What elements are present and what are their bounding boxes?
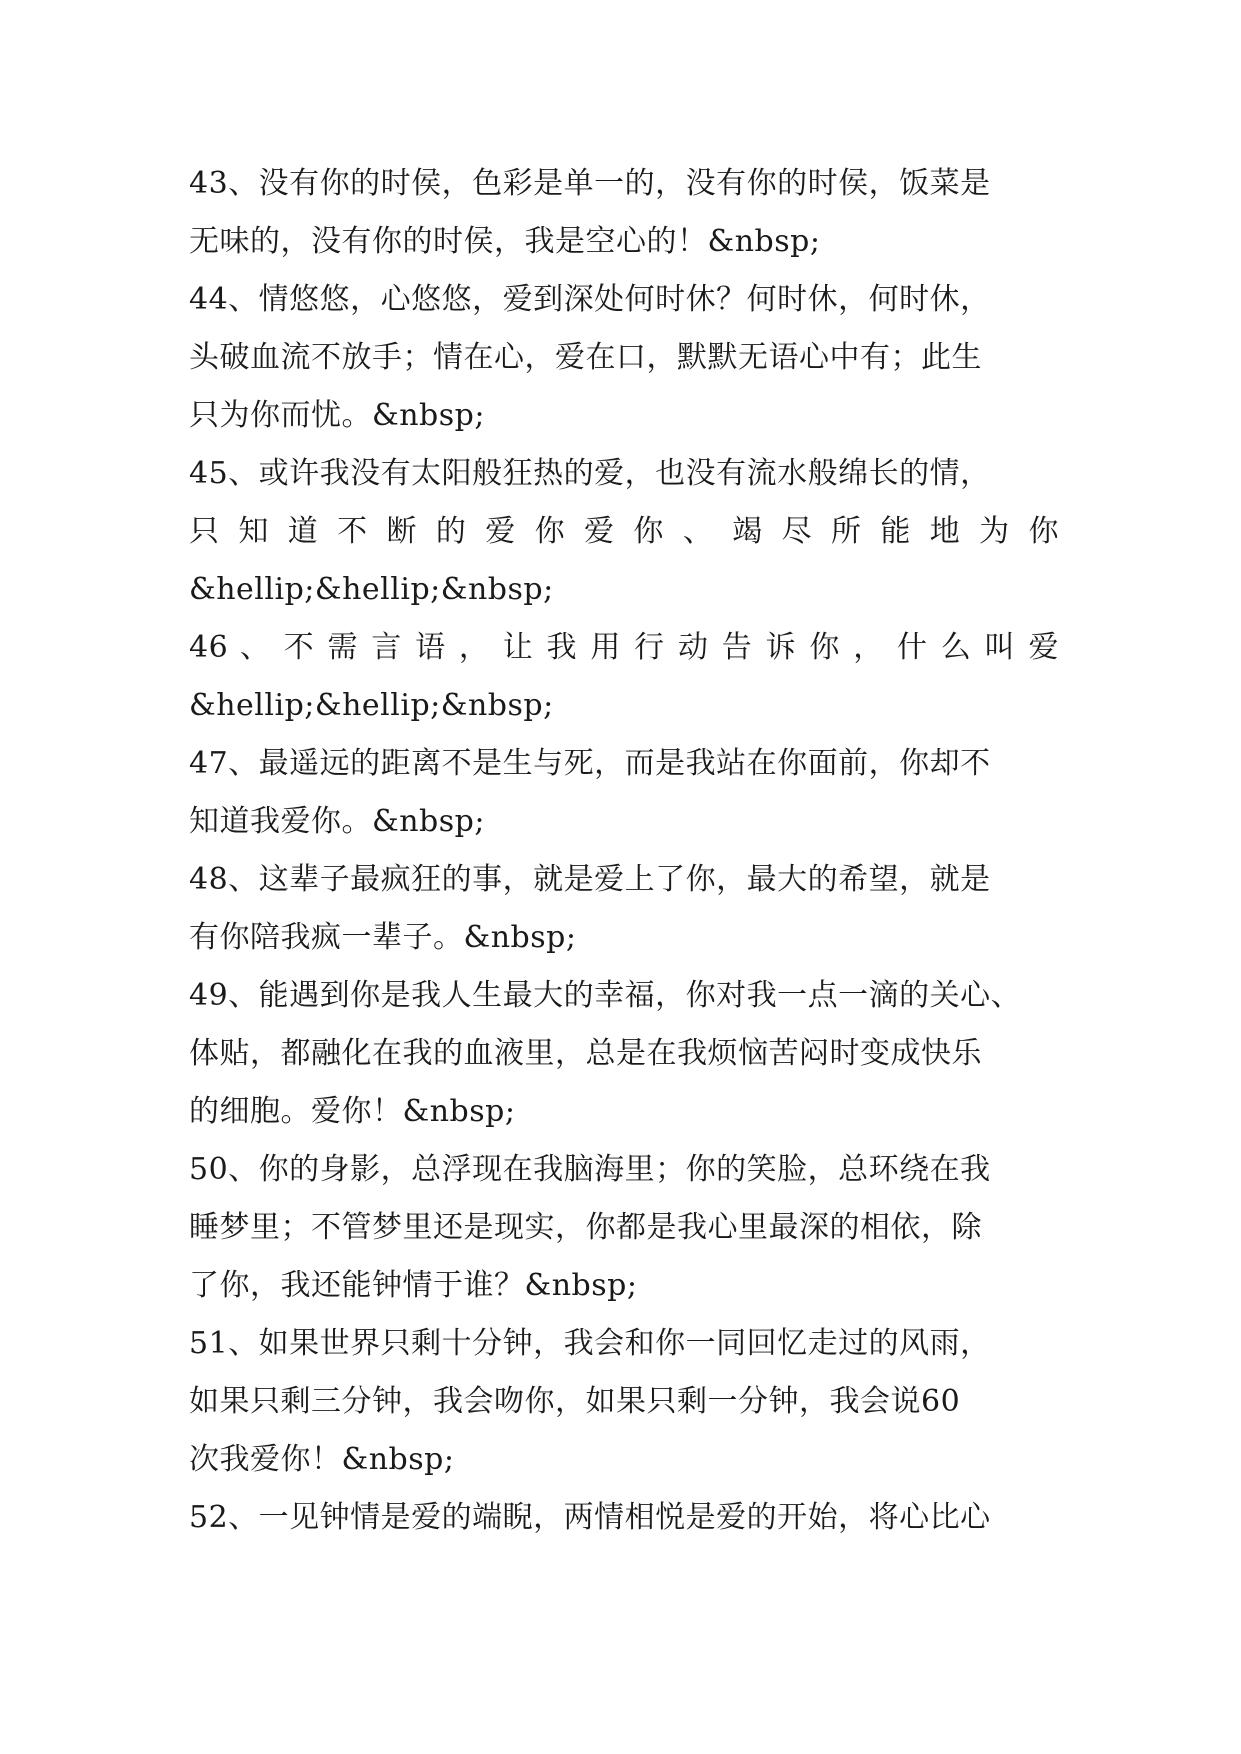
text-line: 51、如果世界只剩十分钟，我会和你一同回忆走过的风雨，	[189, 1326, 991, 1361]
text-line: 47、最遥远的距离不是生与死，而是我站在你面前，你却不	[189, 746, 991, 781]
text-line: 45、或许我没有太阳般狂热的爱，也没有流水般绵长的情，	[189, 456, 991, 491]
text-line: 如果只剩三分钟，我会吻你，如果只剩一分钟，我会说60	[189, 1384, 961, 1419]
text-line: 次我爱你！&nbsp;	[189, 1442, 455, 1477]
text-line: 知道我爱你。&nbsp;	[189, 804, 485, 839]
text-body	[189, 155, 1059, 1547]
text-line: 48、这辈子最疯狂的事，就是爱上了你，最大的希望，就是	[189, 862, 991, 897]
text-line: 无味的，没有你的时侯，我是空心的！&nbsp;	[189, 224, 821, 259]
text-line: 49、能遇到你是我人生最大的幸福，你对我一点一滴的关心、	[189, 978, 1022, 1013]
text-line: 有你陪我疯一辈子。&nbsp;	[189, 920, 577, 955]
text-line: 50、你的身影，总浮现在我脑海里；你的笑脸，总环绕在我	[189, 1152, 991, 1187]
text-line: &hellip;&hellip;&nbsp;	[189, 688, 554, 723]
text-line: 的细胞。爱你！&nbsp;	[189, 1094, 516, 1129]
text-line: 体贴，都融化在我的血液里，总是在我烦恼苦闷时变成快乐	[189, 1036, 982, 1071]
text-line: 43、没有你的时侯，色彩是单一的，没有你的时侯，饭菜是	[189, 166, 991, 201]
text-line: 睡梦里；不管梦里还是现实，你都是我心里最深的相依，除	[189, 1210, 982, 1245]
text-line: 44、情悠悠，心悠悠，爱到深处何时休？何时休，何时休，	[189, 282, 991, 317]
text-line: 52、一见钟情是爱的端睨，两情相悦是爱的开始，将心比心	[189, 1500, 991, 1535]
text-line: 46 、 不 需 言 语 ， 让 我 用 行 动 告 诉 你 ， 什 么 叫 爱	[189, 630, 1059, 665]
text-line: 头破血流不放手；情在心，爱在口，默默无语心中有；此生	[189, 340, 982, 375]
text-line: &hellip;&hellip;&nbsp;	[189, 572, 554, 607]
text-line: 只为你而忧。&nbsp;	[189, 398, 485, 433]
text-line: 了你，我还能钟情于谁？&nbsp;	[189, 1268, 638, 1303]
text-line: 只 知 道 不 断 的 爱 你 爱 你 、 竭 尽 所 能 地 为 你	[189, 514, 1059, 549]
